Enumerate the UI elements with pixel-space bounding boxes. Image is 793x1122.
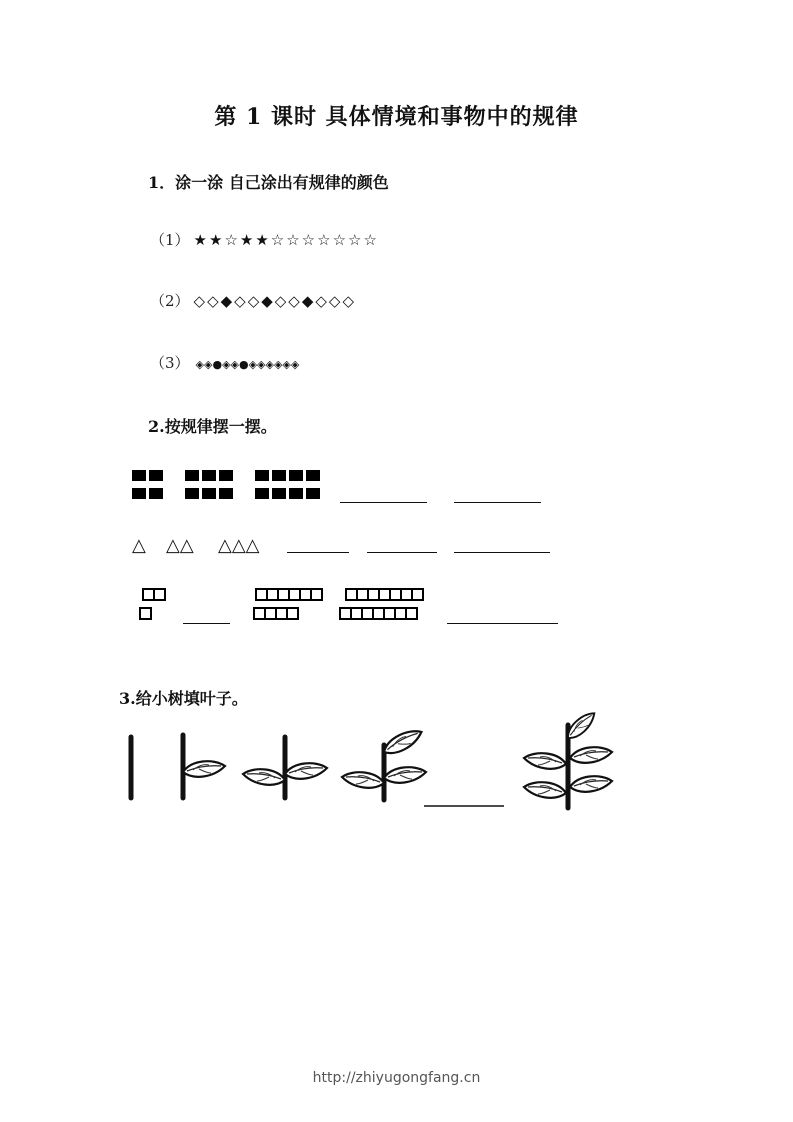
leaf-icon [570, 776, 612, 792]
q1-row-2-diamonds: ◇◇◆◇◇◆◇◇◆◇◇◇ [193, 292, 356, 310]
triangle-group-2: △△ [166, 535, 194, 556]
leaf-icon [384, 767, 426, 783]
sapling-icon [342, 727, 426, 800]
q1-row-2-number: （2） [150, 292, 190, 310]
sapling-icon [243, 737, 327, 798]
question-2-heading: 2.按规律摆一摆。 [148, 417, 277, 436]
leaf-icon [342, 772, 384, 788]
footer-url[interactable]: http://zhiyugongfang.cn [312, 1070, 481, 1086]
question-1-heading: 1．涂一涂 自己涂出有规律的颜色 [148, 173, 389, 192]
leaf-icon [570, 747, 612, 763]
leaf-icon [243, 769, 285, 785]
leaf-icon [285, 763, 327, 779]
leaf-icon [380, 727, 425, 756]
q1-row-1-number: （1） [150, 231, 190, 249]
sapling-icon [183, 735, 225, 798]
q1-row-3-symbols: ◈◈●◈◈●◈◈◈◈◈◈ [195, 358, 300, 371]
sapling-icon [524, 710, 612, 808]
leaf-icon [524, 753, 566, 769]
triangle-group-3: △△△ [218, 535, 260, 556]
leaf-icon [183, 761, 225, 777]
q1-row-3-number: （3） [150, 354, 190, 372]
triangle-group-1: △ [132, 535, 146, 556]
question-3-heading: 3.给小树填叶子。 [119, 689, 248, 708]
leaf-icon [524, 782, 566, 798]
page-title: 第 1 课时 具体情境和事物中的规律 [214, 104, 579, 130]
q1-row-1-stars: ★★☆★★☆☆☆☆☆☆☆ [193, 231, 379, 249]
